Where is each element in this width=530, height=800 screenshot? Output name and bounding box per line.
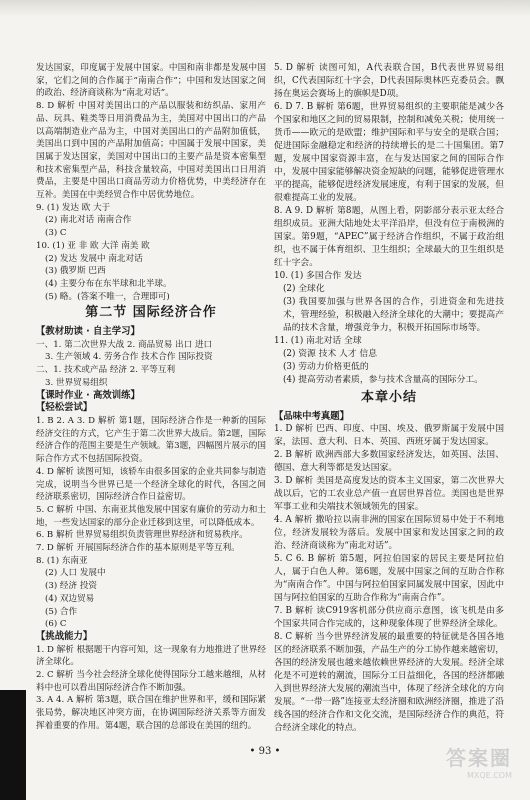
answer-line: 6. B 解析 世界贸易组织负责管理世界经济和贸易秩序。	[36, 530, 248, 541]
left-column	[36, 62, 266, 733]
answer-line: (6) C	[45, 619, 67, 630]
subheading: 【课时作业 · 高效训练】	[36, 389, 140, 401]
answer-line: 6. D 7. B 解析 第6题，世界贸易组织的主要职能是减少各个国家和地区之间的贸易限制，控制和减免关税；使用统一货币——欧元的是欧盟；维护国际和平与安全的是联合国；促进国际金融稳定和经济的持续增长的是二十国集团。第7题，发展中国家资源丰富，在与发达国家之间的国际合作中，发展中国家能够解决资金短缺的问题，能够促进管理水平的提高，能够促进经济发展速度，有利于国家的发展，但很难提高工业的发展。	[274, 102, 504, 203]
answer-line: 8. (1) 东南亚	[36, 555, 88, 566]
summary-title: 本章小结	[360, 390, 417, 405]
answer-line: (4) 提高劳动者素质，参与技术含量高的国际分工。	[283, 375, 483, 385]
answer-line: 3. D 解析 美国是高度发达的资本主义国家，第二次世界大战以后，它的工农业总产值一直居世界首位。美国也是世界军事工业和尖端技术领域领先的国家。	[274, 476, 504, 512]
answer-line: 2. C 解析 当今社会经济全球化使得国际分工越来越细，从材料中也可以看出国际经济合作不断加强。	[36, 670, 266, 693]
answer-line: (4) 主要分布在东半球和北半球。	[45, 278, 172, 289]
answer-line: 9. (1) 发达 欧 大于	[36, 202, 111, 213]
answer-line: 3. A 4. A 解析 第3题，联合国在维护世界和平，缓和国际紧张局势，解决地区冲突方面，在协调国际经济关系等方面发挥着重要的作用。第4题，联合国的总部设在美国的纽约。	[36, 695, 266, 731]
answer-line: 一、1. 第二次世界大战 2. 商品贸易 出口 进口	[36, 339, 213, 350]
right-column	[274, 62, 504, 735]
scan-top-edge	[0, 0, 530, 16]
section-title: 第二节 国际经济合作	[85, 305, 217, 321]
answer-line: 5. C 解析 中国、东南亚其他发展中国家有廉价的劳动力和土地，一些发达国家的部分企业迁移到这里，可以降低成本。	[36, 504, 266, 528]
answer-line: (3) 劳动力价格更低的	[283, 362, 369, 372]
answer-line: 1. D 解析 巴西、印度、中国、埃及、俄罗斯属于发展中国家，法国、意大利、日本、英国、西班牙属于发达国家。	[274, 424, 504, 447]
answer-line: 8. C 解析 当今世界经济发展的最重要的特征就是各国各地区的经济联系不断加强，产品生产的分工协作越来越密切，各国的经济发展也越来越依赖世界经济的大发展。经济全球化是不可逆转的潮流，国际分工日益细化，各国的经济都融入到世界经济大发展的潮流当中，体现了经济全球化的方向发展。“一带一路”连接亚太经济圈和欧洲经济圈，推进了沿线各国的经济合作和文化交流，是国际经济合作的典范，符合经济全球化的特点。	[274, 632, 504, 733]
answer-line: (2) 资源 技术 人才 信息	[283, 349, 378, 359]
answer-line: 10. (1) 亚 非 欧 大洋 南美 欧	[36, 240, 150, 251]
answer-line: 4. A 解析 撒哈拉以南非洲的国家在国际贸易中处于不利地位，经济发展较为落后。发展中国家和发达国家之间的政治、经济商谈称为“南北对话”。	[274, 515, 504, 551]
answer-line: 1. B 2. A 3. D 解析 第1题，国际经济合作是一种新的国际经济交往的方式，它产生于第二次世界大战后。第2题，国际经济合作的范围主要是生产领域。第3题，四幅图片展示的国际合作方式不包括国际投资。	[36, 415, 266, 465]
answer-line: 8. D 解析 中国对美国出口的产品以服装和纺织品、家用产品、玩具、鞋类等日用消费品为主，美国对中国出口的产品以高端制造业产品为主，中国对美国出口的产品附加值低，美国出口到中国的产品附加值高；中国属于发展中国家，美国属于发达国家，美国对中国出口的主要产品是资本密集型和技术密集型产品，科技含量较高，中国对美国出口日用消费品，主要是中国出口商品劳动力价格优势，中美经济存在互补。美国在中美经贸合作中居优势地位。	[36, 101, 266, 201]
answer-line: 7. B 解析 读C919客机部分供应商示意图，该飞机是由多个国家共同合作完成的，这种现象体现了世界经济全球化。	[274, 606, 504, 629]
answer-line: 3. 世界贸易组织	[45, 377, 108, 388]
watermark-subtext: MXQE.COM	[466, 771, 512, 780]
subheading: 【教材助读 · 自主学习】	[36, 326, 140, 338]
answer-line: (5) 合作	[45, 606, 78, 617]
answer-line: (3) 我国要加强与世界各国的合作，引进资金和先进技术，管理经验，积极融入经济全球化的大潮中；要提高产品的技术含量，增强竞争力，积极开拓国际市场等。	[283, 297, 504, 333]
watermark-text: 答案圈	[446, 746, 512, 770]
answer-line: 10. (1) 多国合作 发达	[274, 271, 362, 281]
answer-line: 4. D 解析 读图可知，该轿车由很多国家的企业共同参与制造完成，说明当今世界已是一个经济全球化的时代，各国之间经济联系密切，国际经济合作日益密切。	[36, 466, 266, 503]
answer-line: (3) C	[45, 228, 67, 239]
page-number: • 93 •	[249, 746, 281, 757]
answer-line: 3. 生产领域 4. 劳务合作 技术合作 国际投资	[45, 352, 213, 363]
answer-line: 11. (1) 南北对话 全球	[274, 336, 362, 346]
answer-line: 7. D 解析 开展国际经济合作的基本原则是平等互利。	[36, 543, 240, 554]
answer-line: 二、1. 技术或产品 经济 2. 平等互利	[36, 365, 176, 376]
subheading: 【轻松尝试】	[36, 402, 93, 414]
subheading: 【品味中考真题】	[274, 411, 350, 422]
subheading: 【挑战能力】	[36, 630, 93, 642]
answer-line: 发达国家，印度属于发展中国家。中国和南非都是发展中国家，它们之间的合作属于“南南合作”；中国和发达国家之间的政治、经济商谈称为“南北对话”。	[36, 63, 266, 99]
answer-line: (2) 人口 发展中	[45, 568, 106, 579]
answer-line: 2. B 解析 欧洲西部大多数国家经济发达，如英国、法国、德国、意大利等都是发达国家。	[274, 450, 504, 473]
answer-line: (2) 发达 发展中 南北对话	[45, 253, 143, 264]
answer-line: 1. D 解析 根据题干内容可知，这一现象有力地推进了世界经济全球化。	[36, 644, 266, 668]
answer-line: 5. C 6. B 解析 第5题，阿拉伯国家的居民主要是阿拉伯人，属于白色人种。第6题，发展中国家之间的互助合作称为“南南合作”。中国与阿拉伯国家同属发展中国家，因此中国与阿拉伯国家的互助合作称为“南南合作”。	[274, 554, 504, 603]
answer-line: (2) 南北对话 南南合作	[45, 215, 132, 226]
answer-line: 8. A 9. D 解析 第8题，从图上看，阴影部分表示亚太经合组织成员。亚洲大陆地处太平洋沿岸，但没有位于南极洲的国家。第9题，“APEC”属于经济合作组织，不属于政治组织，也不属于体育组织、卫生组织；全球最大的卫生组织是红十字会。	[274, 206, 504, 268]
answer-line: (3) 经济 投资	[45, 581, 98, 592]
watermark-logo	[446, 742, 512, 780]
answer-line: 5. D 解析 读图可知，A代表联合国，B代表世界贸易组织，C代表国际红十字会，D代表国际奥林匹克委员会。飘扬在奥运会赛场上的旗帜是D项。	[274, 63, 504, 99]
answer-line: (4) 双边贸易	[45, 593, 95, 604]
answer-line: (5) 略。(答案不唯一，合理即可)	[45, 291, 170, 302]
answer-line: (2) 全球化	[283, 284, 325, 294]
scan-dark-edge	[0, 690, 26, 800]
answer-line: (3) 俄罗斯 巴西	[45, 266, 106, 277]
